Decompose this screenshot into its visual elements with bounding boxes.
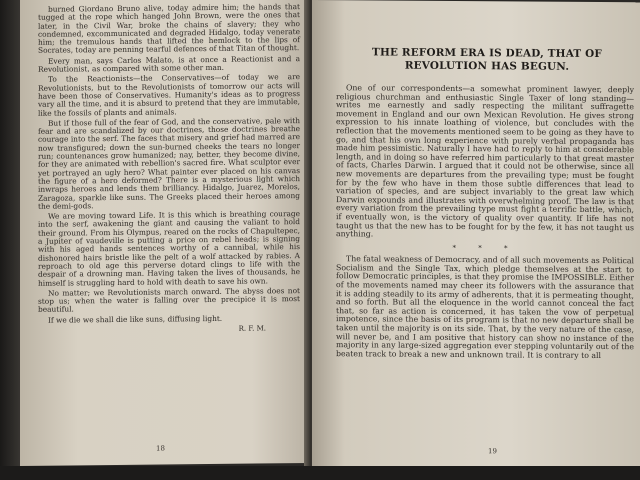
left-paragraph-7: If we die we shall die like suns, diffusing light. <box>48 313 223 325</box>
article-heading <box>342 46 632 74</box>
right-paragraph-2: The fatal weakness of Democracy, and of all such movements as Political Socialism and the Single Tax, which pledge themselves at the start to follow Democratic principles, is that they promise the IMPOSSIBLE. Either of the movements named may cheer its followers with the assurance that it is adding steadily to its army of adherents, that it is permeating thought, and so forth. But all the eloquence in the world cannot conceal the fact that, so far as action is concerned, it has taken the vow of perpetual impotence, since the basis of its program is that no new departure shall be taken until the majority is on its side. That, by the very nature of the case, will never be, and I am positive that history can show no instance of the majority in any large-sized aggregation ever stepping voluntarily out of the beaten track to break a new and unknown trail. It is contrary to all <box>336 254 634 360</box>
right-paragraph-1: One of our correspondents—a somewhat prominent lawyer, deeply religious churchman and enthusiastic Single Taxer of long standing—writes me earnestly and sadly respecting the militant suffragette movement in England and our own Mexican Revolution. He gives strong expression to his innate loathing of violence, but concludes with the reflection that the movements mentioned seem to be going as they have to go, and that his own long experience with purely verbal propaganda has made him pessimistic. Naturally I have had to reply to him at considerable length, and in doing so have referred him particularly to that great master of facts, Charles Darwin. I argued that it could not be otherwise, since all new movements are departures from the prevailing type; must be fought for by the few who have in them those subtle differences that lead to variation of species, and are subject invariably to the great law which Darwin expounds and illustrates with overwhelming proof. The law is that every variation from the prevailing type must fight a terrific battle, which, if eventually won, is the victory of quality over quantity. If life has not taught us that the new has to be fought for by the few, it has not taught us anything. <box>336 83 634 239</box>
left-paragraph-5: We are moving toward Life. It is this which is breathing courage into the serf, awakening the giant and causing the valiant to hold their ground. From his Olympus, reared on the rocks of Chapultepec, a Jupiter of vaudeville is putting a price on rebel heads; is signing with his aged hands sentences worthy of a cannibal, while his dishonored hairs bristle like the pelt of a wolf attacked by rabies. A reproach to old age this perverse dotard clings to life with the despair of a drowning man. Having taken the lives of thousands, he himself is struggling hard to hold with death to save his own. <box>38 209 300 288</box>
signature: R. F. M. <box>238 324 266 333</box>
right-page <box>312 0 640 468</box>
page-number-left: 18 <box>156 444 165 453</box>
left-paragraph-3: To the Reactionists—the Conservatives—of today we are Revolutionists, but to the Revolutionists of tomorrow our acts will have been those of Conservatives. Humanity's ideas as to progress vary all the time, and it is absurd to pretend that they are immutable, like the fossils of plants and animals. <box>38 72 300 118</box>
left-paragraph-2: Every man, says Carlos Malato, is at once a Reactionist and a Revolutionist, as compared with some other man. <box>38 53 300 74</box>
left-page <box>20 0 310 466</box>
left-paragraph-6: No matter; we Revolutionists march onward. The abyss does not stop us; when the water is falling over the precipice it is most beautiful. <box>38 285 300 315</box>
left-paragraph-4: But if those full of the fear of God, and the conservative, pale with fear and are scandalized by our doctrines, those doctrines breathe courage into the serf. The faces that misery and grief had marred are now transfigured; down the sun-burned cheeks the tears no longer run; countenances grow humanized; nay, better, they become divine, for they are animated with rebellion's sacred fire. What sculptor ever yet portrayed an ugly hero? What painter ever placed on his canvas the figure of a hero deformed? There is a mysterious light which inwraps heroes and lends them brilliancy. Hidalgo, Juarez, Morelos, Zaragoza, sparkle like suns. The Greeks placed their heroes among the demi-gods. <box>38 115 300 211</box>
right-page-body <box>336 84 634 362</box>
left-paragraph-1: burned Giordano Bruno alive, today admire him; the hands that tugged at the rope which hanged John Brown, were the ones that later, in the Civil War, broke the chains of slavery; they who condemned, excommunicated and degraded Hidalgo, today venerate him; the tremulous hands that lifted the hemlock to the lips of Socrates, today are penning tearful defences of that Titan of thought. <box>38 2 300 56</box>
heading-line-2: REVOLUTION HAS BEGUN. <box>404 59 570 73</box>
heading-line-1: THE REFORM ERA IS DEAD, THAT OF <box>372 46 602 61</box>
page-number-right: 19 <box>488 447 497 456</box>
section-divider-stars: * * * <box>452 243 518 253</box>
table-surface-bottom <box>0 466 640 480</box>
table-background <box>0 0 22 480</box>
left-page-body <box>38 3 300 335</box>
